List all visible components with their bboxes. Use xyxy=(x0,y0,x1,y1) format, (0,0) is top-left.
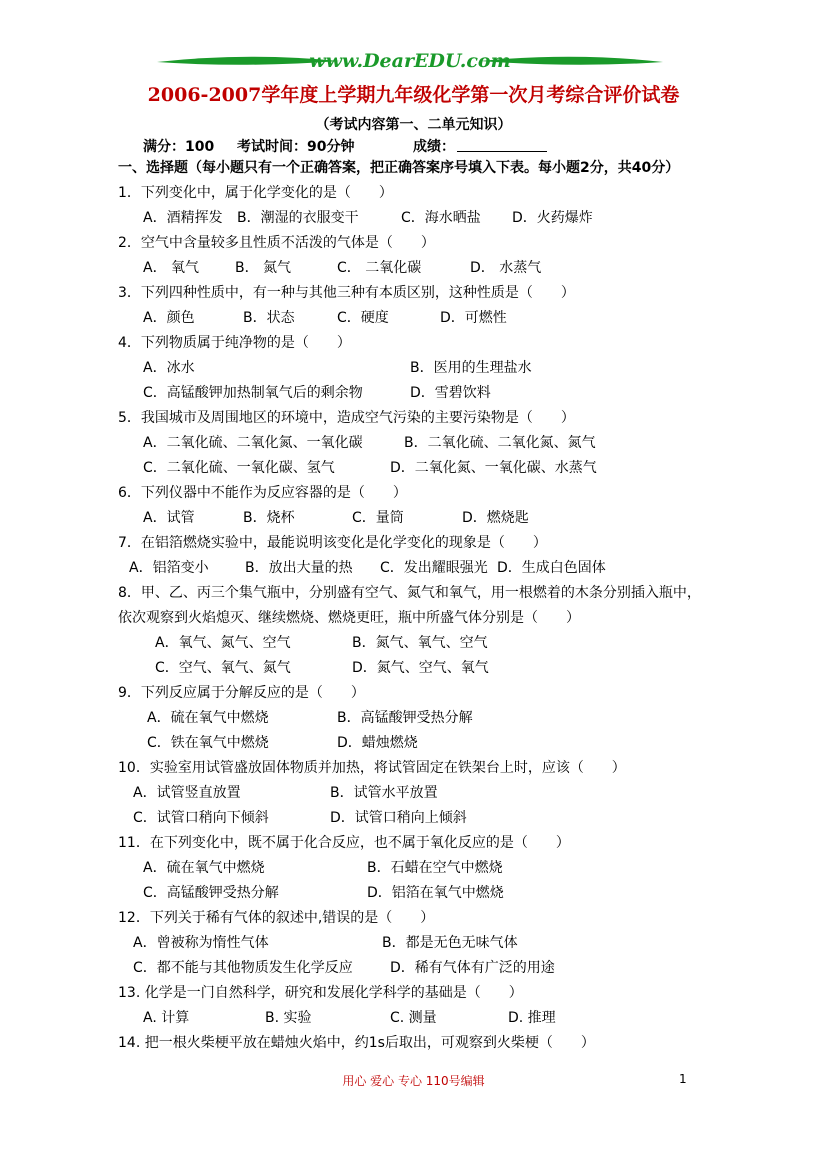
q10-option-a: A．试管竖直放置 xyxy=(133,785,241,801)
q11-option-a: A．硫在氧气中燃烧 xyxy=(143,860,265,876)
q4-option-d: D．雪碧饮料 xyxy=(410,385,491,401)
q6-option-a: A．试管 xyxy=(143,510,195,526)
q13-option-b: B. 实验 xyxy=(265,1010,312,1026)
q12-option-a: A．曾被称为惰性气体 xyxy=(133,935,269,951)
q1-option-b: B．潮湿的衣服变干 xyxy=(237,210,359,226)
q9-option-d: D．蜡烛燃烧 xyxy=(337,735,418,751)
q11-option-b: B．石蜡在空气中燃烧 xyxy=(367,860,503,876)
q2-option-a: A． 氧气 xyxy=(143,260,200,276)
q2-option-c: C． 二氧化碳 xyxy=(337,260,422,276)
question-6: 6．下列仪器中不能作为反应容器的是（ ） xyxy=(118,485,407,501)
question-3: 3．下列四种性质中，有一种与其他三种有本质区别，这种性质是（ ） xyxy=(118,285,575,301)
q5-option-c: C．二氧化硫、一氧化碳、氢气 xyxy=(143,460,335,476)
question-1: 1．下列变化中，属于化学变化的是（ ） xyxy=(118,185,393,201)
score-blank xyxy=(457,151,547,152)
q1-option-d: D．火药爆炸 xyxy=(512,210,593,226)
q4-option-a: A．冰水 xyxy=(143,360,195,376)
q7-option-d: D．生成白色固体 xyxy=(497,560,606,576)
score-label: 成绩： xyxy=(413,139,455,155)
q11-option-d: D．铝箔在氧气中燃烧 xyxy=(367,885,504,901)
q12-option-d: D．稀有气体有广泛的用途 xyxy=(390,960,555,976)
exam-time: 考试时间：90分钟 xyxy=(237,139,355,155)
q10-option-b: B．试管水平放置 xyxy=(330,785,438,801)
q7-option-c: C．发出耀眼强光 xyxy=(380,560,488,576)
q1-option-c: C．海水晒盐 xyxy=(401,210,481,226)
q3-option-d: D．可燃性 xyxy=(440,310,507,326)
site-banner xyxy=(155,48,665,78)
question-13: 13. 化学是一门自然科学，研究和发展化学科学的基础是（ ） xyxy=(118,985,523,1001)
q10-option-c: C．试管口稍向下倾斜 xyxy=(133,810,269,826)
q6-option-d: D．燃烧匙 xyxy=(462,510,529,526)
q4-option-c: C．高锰酸钾加热制氧气后的剩余物 xyxy=(143,385,363,401)
q2-option-d: D． 水蒸气 xyxy=(470,260,542,276)
exam-title: 2006-2007学年度上学期九年级化学第一次月考综合评价试卷 xyxy=(147,84,680,106)
q7-option-a: A．铝箔变小 xyxy=(129,560,209,576)
q7-option-b: B．放出大量的热 xyxy=(245,560,353,576)
question-2: 2．空气中含量较多且性质不活泼的气体是（ ） xyxy=(118,235,435,251)
q3-option-c: C．硬度 xyxy=(337,310,389,326)
question-8: 8．甲、乙、丙三个集气瓶中，分别盛有空气、氮气和氧气，用一根燃着的木条分别插入瓶中， xyxy=(118,585,701,601)
question-12: 12．下列关于稀有气体的叙述中,错误的是（ ） xyxy=(118,910,435,926)
q12-option-b: B．都是无色无味气体 xyxy=(382,935,518,951)
q9-option-a: A．硫在氧气中燃烧 xyxy=(147,710,269,726)
q13-option-d: D. 推理 xyxy=(508,1010,556,1026)
q4-option-b: B．医用的生理盐水 xyxy=(410,360,532,376)
q6-option-b: B．烧杯 xyxy=(243,510,295,526)
exam-subtitle: （考试内容第一、二单元知识） xyxy=(315,117,512,133)
question-11: 11．在下列变化中，既不属于化合反应，也不属于氧化反应的是（ ） xyxy=(118,835,570,851)
q8-option-c: C．空气、氧气、氮气 xyxy=(155,660,291,676)
q1-option-a: A．酒精挥发 xyxy=(143,210,223,226)
q3-option-a: A．颜色 xyxy=(143,310,195,326)
question-8-cont: 依次观察到火焰熄灭、继续燃烧、燃烧更旺，瓶中所盛气体分别是（ ） xyxy=(118,610,580,626)
q6-option-c: C．量筒 xyxy=(352,510,404,526)
page-number: 1 xyxy=(679,1072,687,1086)
q5-option-d: D．二氧化氮、一氧化碳、水蒸气 xyxy=(390,460,597,476)
q5-option-a: A．二氧化硫、二氧化氮、一氧化碳 xyxy=(143,435,363,451)
question-7: 7．在铝箔燃烧实验中，最能说明该变化是化学变化的现象是（ ） xyxy=(118,535,547,551)
question-10: 10．实验室用试管盛放固体物质并加热，将试管固定在铁架台上时，应该（ ） xyxy=(118,760,626,776)
question-9: 9．下列反应属于分解反应的是（ ） xyxy=(118,685,365,701)
q3-option-b: B．状态 xyxy=(243,310,295,326)
q2-option-b: B． 氮气 xyxy=(235,260,292,276)
q9-option-c: C．铁在氧气中燃烧 xyxy=(147,735,269,751)
q8-option-d: D．氮气、空气、氧气 xyxy=(352,660,489,676)
q5-option-b: B．二氧化硫、二氧化氮、氮气 xyxy=(404,435,596,451)
section-heading: 一、选择题（每小题只有一个正确答案，把正确答案序号填入下表。每小题2分，共40分） xyxy=(118,160,680,176)
q10-option-d: D．试管口稍向上倾斜 xyxy=(330,810,467,826)
full-score: 满分：100 xyxy=(143,139,215,155)
question-14: 14. 把一根火柴梗平放在蜡烛火焰中，约1s后取出，可观察到火柴梗（ ） xyxy=(118,1035,595,1051)
q12-option-c: C．都不能与其他物质发生化学反应 xyxy=(133,960,353,976)
question-4: 4．下列物质属于纯净物的是（ ） xyxy=(118,335,351,351)
site-url: www.DearEDU.com xyxy=(309,50,511,72)
q8-option-a: A．氧气、氮气、空气 xyxy=(155,635,291,651)
page-footer: 用心 爱心 专心 110号编辑 xyxy=(342,1074,485,1088)
q9-option-b: B．高锰酸钾受热分解 xyxy=(337,710,473,726)
question-5: 5．我国城市及周围地区的环境中，造成空气污染的主要污染物是（ ） xyxy=(118,410,575,426)
q13-option-c: C. 测量 xyxy=(390,1010,437,1026)
q13-option-a: A. 计算 xyxy=(143,1010,190,1026)
q11-option-c: C．高锰酸钾受热分解 xyxy=(143,885,279,901)
q8-option-b: B．氮气、氧气、空气 xyxy=(352,635,488,651)
